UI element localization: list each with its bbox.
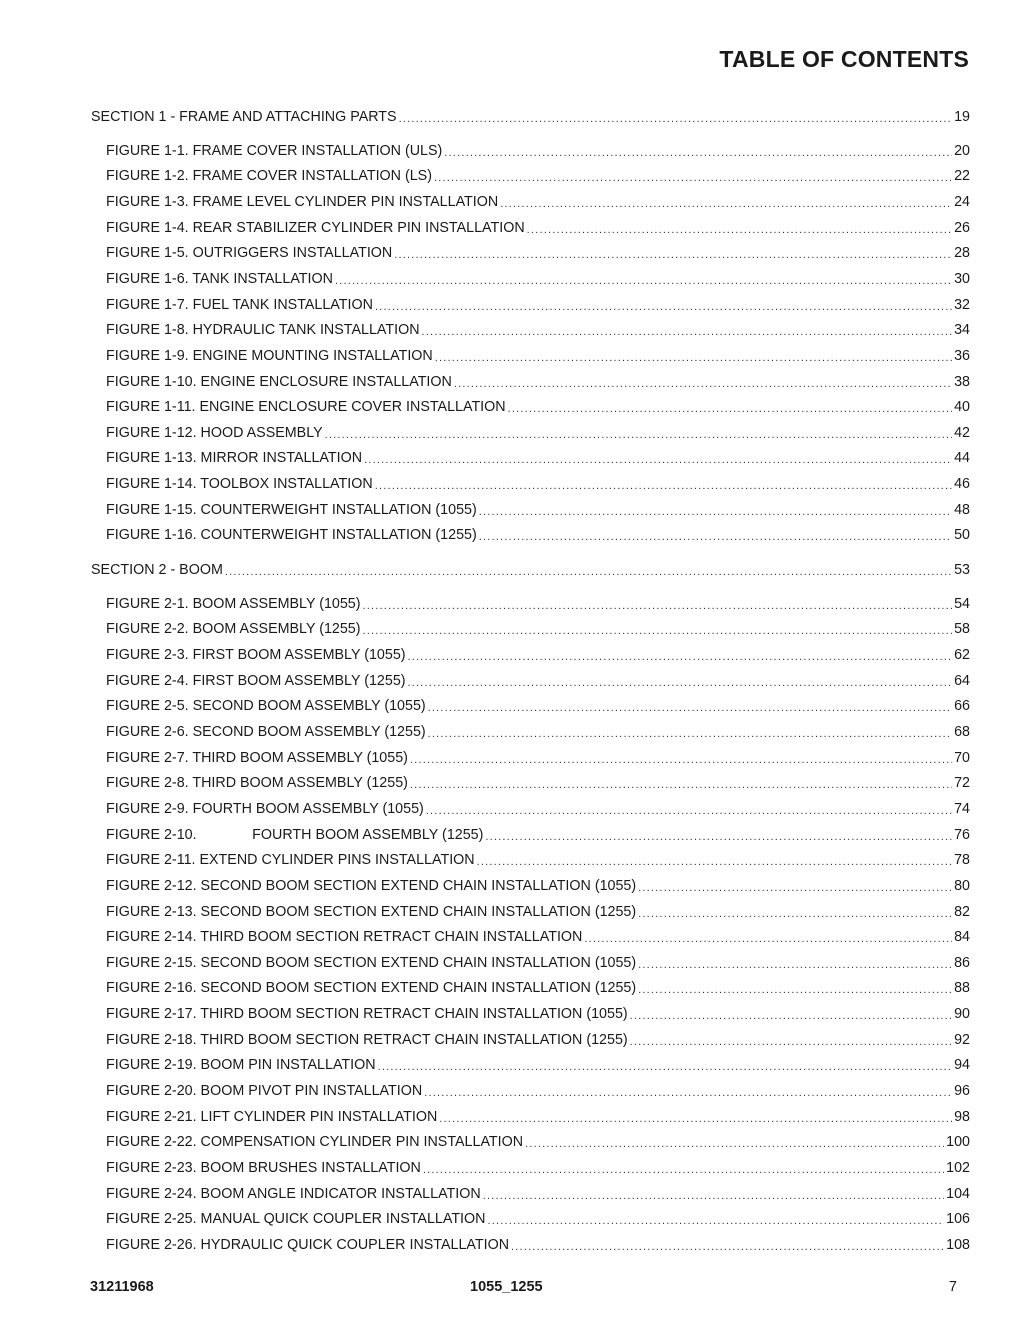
toc-entry-label: FIGURE 2-23. BOOM BRUSHES INSTALLATION bbox=[106, 1160, 421, 1176]
toc-leader-dots bbox=[428, 726, 952, 741]
toc-entry-page: 54 bbox=[954, 595, 970, 612]
toc-leader-dots bbox=[408, 675, 953, 690]
toc-leader-dots bbox=[479, 529, 952, 544]
page-title: TABLE OF CONTENTS bbox=[719, 46, 969, 72]
toc-figure-entry[interactable] bbox=[106, 193, 970, 211]
toc-leader-dots bbox=[454, 376, 952, 391]
toc-entry-label: FIGURE 1-16. COUNTERWEIGHT INSTALLATION (1255) bbox=[106, 527, 477, 544]
toc-leader-dots bbox=[422, 324, 953, 339]
toc-leader-dots bbox=[584, 931, 952, 946]
toc-figure-entry[interactable] bbox=[106, 373, 970, 391]
toc-figure-entry[interactable] bbox=[106, 1031, 970, 1049]
toc-entry-label: FIGURE 1-5. OUTRIGGERS INSTALLATION bbox=[106, 245, 393, 262]
toc-entry-label: FIGURE 1-4. REAR STABILIZER CYLINDER PIN INSTALLATION bbox=[106, 219, 525, 236]
toc-figure-entry[interactable] bbox=[106, 1210, 970, 1228]
toc-entry-label: FIGURE 2-21. LIFT CYLINDER PIN INSTALLATION bbox=[106, 1108, 438, 1125]
toc-entry-page: 86 bbox=[954, 954, 970, 971]
toc-entry-label: FIGURE 2-26. HYDRAULIC QUICK COUPLER INSTALLATION bbox=[106, 1236, 510, 1253]
toc-entry-label: FIGURE 1-10. ENGINE ENCLOSURE INSTALLATION bbox=[106, 373, 452, 390]
toc-entry-page: 40 bbox=[954, 399, 970, 416]
toc-entry-page: 68 bbox=[954, 723, 970, 740]
toc-entry-page: 80 bbox=[954, 877, 970, 894]
toc-entry-label: FIGURE 2-4. FIRST BOOM ASSEMBLY (1255) bbox=[106, 672, 406, 689]
toc-figure-entry[interactable] bbox=[106, 620, 970, 638]
toc-section-entry[interactable] bbox=[91, 108, 970, 126]
toc-entry-page: 32 bbox=[954, 296, 970, 313]
toc-entry-label: FIGURE 2-12. SECOND BOOM SECTION EXTEND CHAIN INSTALLATION (1055) bbox=[106, 877, 637, 894]
toc-entry-page: 20 bbox=[954, 142, 970, 159]
toc-entry-page: 92 bbox=[954, 1031, 970, 1048]
toc-leader-dots bbox=[487, 1213, 944, 1228]
toc-leader-dots bbox=[630, 1034, 952, 1049]
toc-entry-page: 62 bbox=[954, 647, 970, 663]
toc-entry-label: FIGURE 2-8. THIRD BOOM ASSEMBLY (1255) bbox=[106, 775, 408, 792]
toc-leader-dots bbox=[424, 1085, 952, 1100]
toc-entry-page: 106 bbox=[946, 1211, 970, 1228]
toc-figure-entry[interactable] bbox=[106, 1236, 970, 1254]
toc-figure-entry[interactable] bbox=[106, 449, 970, 467]
toc-figure-entry[interactable] bbox=[106, 167, 970, 185]
toc-leader-dots bbox=[423, 1162, 944, 1177]
toc-entry-label: FIGURE 2-18. THIRD BOOM SECTION RETRACT CHAIN INSTALLATION (1255) bbox=[106, 1031, 628, 1048]
toc-entry-page: 72 bbox=[954, 775, 970, 792]
toc-leader-dots bbox=[375, 478, 952, 493]
toc-leader-dots bbox=[479, 504, 952, 519]
toc-entry-label: FIGURE 1-1. FRAME COVER INSTALLATION (ULS) bbox=[106, 142, 443, 159]
toc-entry-label: FIGURE 2-17. THIRD BOOM SECTION RETRACT CHAIN INSTALLATION (1055) bbox=[106, 1006, 628, 1023]
toc-entry-page: 94 bbox=[954, 1057, 970, 1074]
toc-entry-label: FIGURE 2-25. MANUAL QUICK COUPLER INSTALLATION bbox=[106, 1211, 486, 1228]
toc-figure-entry[interactable] bbox=[106, 851, 970, 869]
toc-entry-page: 30 bbox=[954, 270, 970, 287]
toc-entry-page: 88 bbox=[954, 980, 970, 997]
toc-leader-dots bbox=[426, 803, 952, 818]
toc-figure-entry[interactable] bbox=[106, 826, 970, 844]
toc-entry-page: 24 bbox=[954, 193, 970, 210]
toc-entry-page: 26 bbox=[954, 219, 970, 236]
toc-entry-label: FIGURE 2-15. SECOND BOOM SECTION EXTEND CHAIN INSTALLATION (1055) bbox=[106, 954, 637, 971]
toc-entry-label: FIGURE 1-11. ENGINE ENCLOSURE COVER INSTALLATION bbox=[106, 399, 506, 416]
toc-figure-entry[interactable] bbox=[106, 1056, 970, 1074]
toc-section-entry[interactable] bbox=[91, 561, 970, 579]
toc-leader-dots bbox=[434, 170, 952, 185]
toc-figure-entry[interactable] bbox=[106, 595, 970, 613]
toc-leader-dots bbox=[410, 752, 952, 767]
toc-leader-dots bbox=[363, 598, 953, 613]
toc-entry-page: 19 bbox=[954, 109, 970, 125]
toc-figure-entry[interactable] bbox=[106, 424, 970, 442]
toc-figure-entry[interactable] bbox=[106, 296, 970, 314]
toc-leader-dots bbox=[408, 649, 953, 664]
toc-entry-page: 104 bbox=[946, 1185, 970, 1202]
toc-leader-dots bbox=[363, 623, 953, 638]
toc-entry-label: SECTION 2 - BOOM bbox=[91, 562, 223, 579]
toc-entry-page: 22 bbox=[954, 168, 970, 185]
toc-entry-label: FIGURE 2-5. SECOND BOOM ASSEMBLY (1055) bbox=[106, 698, 426, 715]
toc-entry-page: 84 bbox=[954, 929, 970, 946]
toc-entry-page: 74 bbox=[954, 800, 970, 817]
toc-figure-entry[interactable] bbox=[106, 219, 970, 237]
toc-leader-dots bbox=[410, 777, 952, 792]
footer-page-number: 7 bbox=[948, 1279, 957, 1295]
toc-entry-page: 42 bbox=[954, 424, 970, 441]
toc-entry-page: 96 bbox=[954, 1083, 970, 1100]
toc-leader-dots bbox=[335, 273, 952, 288]
toc-entry-label: FIGURE 1-9. ENGINE MOUNTING INSTALLATION bbox=[106, 347, 433, 364]
toc-entry-label: FIGURE 2-1. BOOM ASSEMBLY (1055) bbox=[106, 595, 361, 612]
toc-entry-page: 28 bbox=[954, 245, 970, 262]
toc-leader-dots bbox=[378, 1059, 953, 1074]
toc-figure-entry[interactable] bbox=[106, 244, 970, 262]
toc-leader-dots bbox=[638, 982, 952, 997]
toc-entry-label: FIGURE 1-8. HYDRAULIC TANK INSTALLATION bbox=[106, 322, 420, 339]
toc-leader-dots bbox=[638, 880, 952, 895]
footer-doc-number: 31211968 bbox=[90, 1279, 154, 1295]
toc-entry-label: FIGURE 1-3. FRAME LEVEL CYLINDER PIN INSTALLATION bbox=[106, 193, 499, 210]
toc-leader-dots bbox=[508, 401, 952, 416]
toc-leader-dots bbox=[485, 829, 952, 844]
toc-entry-label: FIGURE 2-20. BOOM PIVOT PIN INSTALLATION bbox=[106, 1083, 423, 1100]
toc-entry-page: 58 bbox=[954, 621, 970, 638]
toc-figure-entry[interactable] bbox=[106, 697, 970, 715]
toc-figure-entry[interactable] bbox=[106, 877, 970, 895]
toc-figure-entry[interactable] bbox=[106, 501, 970, 519]
toc-figure-entry[interactable] bbox=[106, 749, 970, 767]
toc-entry-label: FIGURE 2-3. FIRST BOOM ASSEMBLY (1055) bbox=[106, 647, 406, 663]
toc-figure-entry[interactable] bbox=[106, 142, 970, 160]
toc-leader-dots bbox=[435, 350, 952, 365]
toc-entry-label: FIGURE 2-7. THIRD BOOM ASSEMBLY (1055) bbox=[106, 749, 408, 766]
toc-leader-dots bbox=[364, 452, 952, 467]
toc-leader-dots bbox=[630, 1008, 952, 1023]
toc-leader-dots bbox=[225, 564, 952, 579]
toc-leader-dots bbox=[375, 299, 952, 314]
toc-entry-page: 78 bbox=[954, 852, 970, 869]
toc-figure-entry[interactable] bbox=[106, 398, 970, 416]
toc-entry-label: FIGURE 1-14. TOOLBOX INSTALLATION bbox=[106, 476, 373, 493]
toc-entry-page: 70 bbox=[954, 749, 970, 766]
toc-figure-entry[interactable] bbox=[106, 1133, 970, 1151]
toc-leader-dots bbox=[500, 196, 952, 211]
toc-entry-label: FIGURE 2-24. BOOM ANGLE INDICATOR INSTALLATION bbox=[106, 1185, 481, 1202]
toc-entry-page: 44 bbox=[954, 450, 970, 467]
toc-entry-label: FIGURE 2-10. FOURTH BOOM ASSEMBLY (1255) bbox=[106, 826, 484, 843]
toc-figure-entry[interactable] bbox=[106, 723, 970, 741]
footer-model: 1055_1255 bbox=[470, 1279, 543, 1295]
toc-entry-page: 100 bbox=[946, 1134, 970, 1151]
toc-leader-dots bbox=[439, 1111, 952, 1126]
toc-entry-page: 46 bbox=[954, 476, 970, 493]
toc-entry-label: FIGURE 1-7. FUEL TANK INSTALLATION bbox=[106, 296, 373, 313]
toc-entry-page: 53 bbox=[954, 562, 970, 579]
toc-figure-entry[interactable] bbox=[106, 347, 970, 365]
toc-leader-dots bbox=[399, 111, 953, 126]
toc-figure-entry[interactable] bbox=[106, 928, 970, 946]
toc-entry-page: 98 bbox=[954, 1108, 970, 1125]
toc-entry-label: FIGURE 1-15. COUNTERWEIGHT INSTALLATION (1055) bbox=[106, 501, 477, 518]
toc-entry-label: FIGURE 2-2. BOOM ASSEMBLY (1255) bbox=[106, 621, 361, 638]
toc-entry-label: FIGURE 2-6. SECOND BOOM ASSEMBLY (1255) bbox=[106, 723, 426, 740]
toc-leader-dots bbox=[511, 1239, 944, 1254]
toc-entry-page: 82 bbox=[954, 903, 970, 920]
toc-entry-label: FIGURE 1-13. MIRROR INSTALLATION bbox=[106, 450, 363, 467]
toc-figure-entry[interactable] bbox=[106, 979, 970, 997]
toc-figure-entry[interactable] bbox=[106, 646, 970, 664]
toc-figure-entry[interactable] bbox=[106, 954, 970, 972]
toc-leader-dots bbox=[428, 700, 952, 715]
toc-figure-entry[interactable] bbox=[106, 774, 970, 792]
toc-leader-dots bbox=[325, 427, 952, 442]
toc-entry-page: 36 bbox=[954, 347, 970, 364]
toc-entry-page: 90 bbox=[954, 1006, 970, 1023]
toc-leader-dots bbox=[525, 1136, 944, 1151]
toc-entry-label: FIGURE 2-13. SECOND BOOM SECTION EXTEND CHAIN INSTALLATION (1255) bbox=[106, 903, 637, 920]
toc-entry-label: FIGURE 2-14. THIRD BOOM SECTION RETRACT CHAIN INSTALLATION bbox=[106, 929, 583, 946]
toc-entry-label: FIGURE 1-12. HOOD ASSEMBLY bbox=[106, 424, 323, 441]
toc-figure-entry[interactable] bbox=[106, 1082, 970, 1100]
toc-entry-page: 102 bbox=[946, 1160, 970, 1176]
toc-figure-entry[interactable] bbox=[106, 1159, 970, 1177]
toc-entry-label: FIGURE 2-22. COMPENSATION CYLINDER PIN INSTALLATION bbox=[106, 1134, 524, 1151]
toc-entry-page: 108 bbox=[946, 1236, 970, 1253]
toc-entry-label: FIGURE 1-2. FRAME COVER INSTALLATION (LS) bbox=[106, 168, 432, 185]
toc-entry-page: 38 bbox=[954, 373, 970, 390]
toc-entry-page: 66 bbox=[954, 698, 970, 715]
toc-figure-entry[interactable] bbox=[106, 321, 970, 339]
toc-figure-entry[interactable] bbox=[106, 1185, 970, 1203]
toc-figure-entry[interactable] bbox=[106, 1108, 970, 1126]
toc-figure-entry[interactable] bbox=[106, 903, 970, 921]
toc-figure-entry[interactable] bbox=[106, 475, 970, 493]
toc-entry-label: FIGURE 1-6. TANK INSTALLATION bbox=[106, 270, 333, 287]
toc-leader-dots bbox=[477, 854, 952, 869]
toc-entry-page: 64 bbox=[954, 672, 970, 689]
toc-entry-page: 34 bbox=[954, 322, 970, 339]
toc-entry-label: FIGURE 2-11. EXTEND CYLINDER PINS INSTALLATION bbox=[106, 852, 475, 869]
toc-entry-page: 76 bbox=[954, 826, 970, 843]
toc-figure-entry[interactable] bbox=[106, 526, 970, 544]
toc-leader-dots bbox=[638, 906, 952, 921]
toc-leader-dots bbox=[638, 957, 952, 972]
toc-leader-dots bbox=[394, 247, 952, 262]
toc-leader-dots bbox=[444, 145, 952, 160]
toc-entry-label: SECTION 1 - FRAME AND ATTACHING PARTS bbox=[91, 109, 397, 125]
toc-entry-label: FIGURE 2-16. SECOND BOOM SECTION EXTEND CHAIN INSTALLATION (1255) bbox=[106, 980, 637, 997]
toc-leader-dots bbox=[527, 222, 952, 237]
toc-figure-entry[interactable] bbox=[106, 1005, 970, 1023]
toc-entry-page: 48 bbox=[954, 501, 970, 518]
toc-entry-page: 50 bbox=[954, 527, 970, 544]
toc-entry-label: FIGURE 2-9. FOURTH BOOM ASSEMBLY (1055) bbox=[106, 800, 424, 817]
toc-leader-dots bbox=[483, 1188, 944, 1203]
toc-figure-entry[interactable] bbox=[106, 270, 970, 288]
toc-figure-entry[interactable] bbox=[106, 800, 970, 818]
toc-figure-entry[interactable] bbox=[106, 672, 970, 690]
toc-entry-label: FIGURE 2-19. BOOM PIN INSTALLATION bbox=[106, 1057, 376, 1074]
